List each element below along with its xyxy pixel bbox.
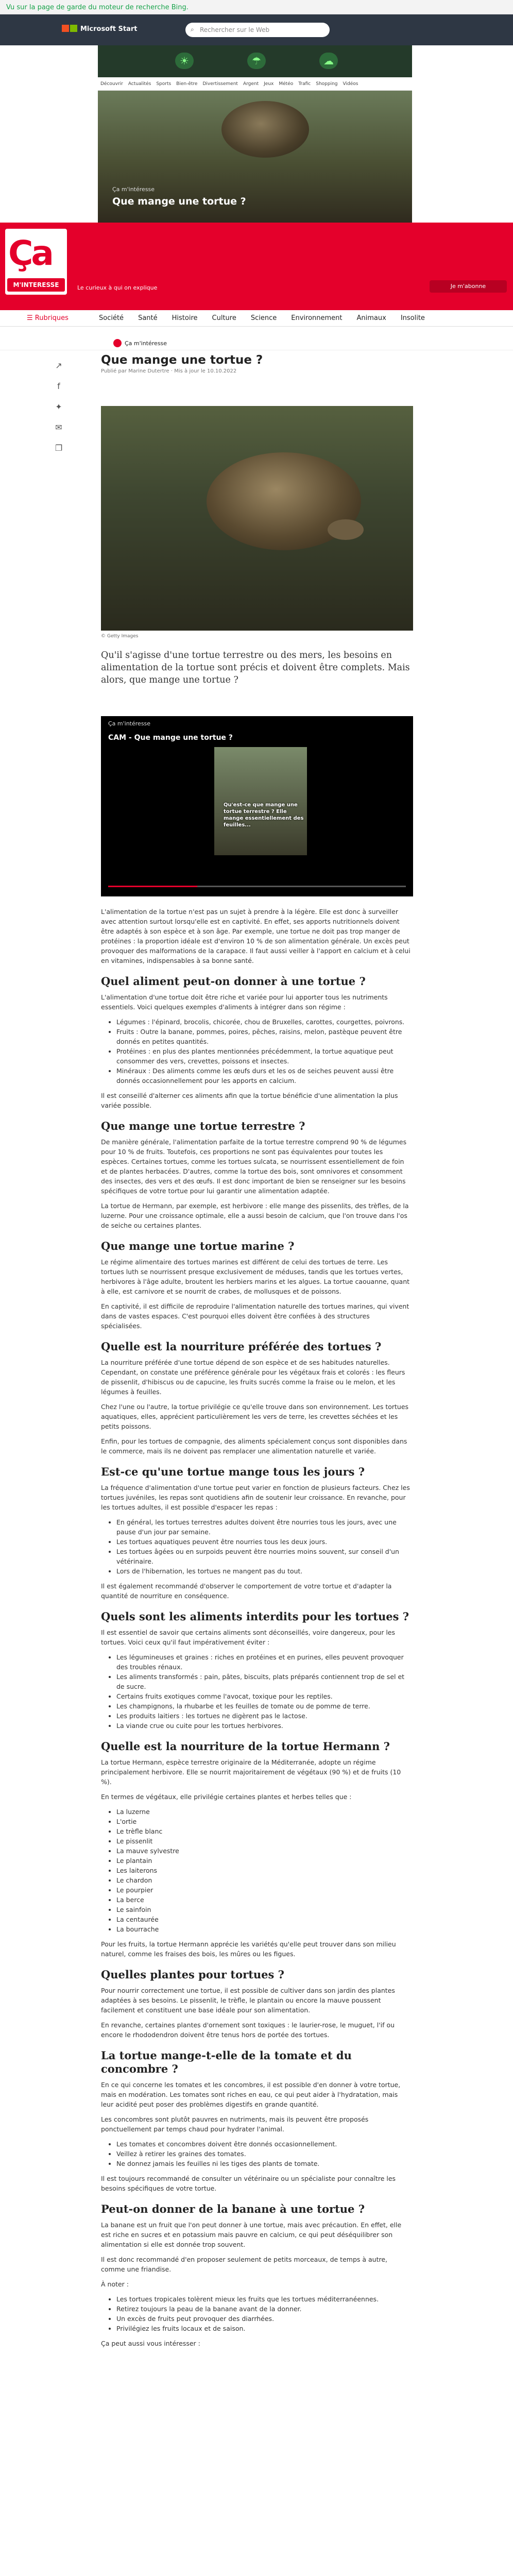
- list-item: • Légumes : l'épinard, brocolis, chicorée, chou de Bruxelles, carottes, courgettes, poivrons.: [116, 1017, 412, 1027]
- list-item: • L'ortie: [116, 1817, 412, 1826]
- site-header: [0, 223, 513, 310]
- author-box: [0, 336, 513, 350]
- nav-item[interactable]: Société: [99, 314, 124, 322]
- menu-button[interactable]: ☰ Rubriques: [27, 314, 69, 322]
- paragraph: Il est essentiel de savoir que certains aliments sont déconseillés, voire dangereux, pour les tortues. Voici ceux qu'il faut impérativement éviter :: [101, 1629, 395, 1646]
- list-item: • Le pissenlit: [116, 1836, 412, 1846]
- list-item: • La luzerne: [116, 1807, 412, 1817]
- bullet-list: [116, 1517, 412, 1576]
- msn-tab[interactable]: Vidéos: [343, 81, 358, 87]
- list-item: • Les champignons, la rhubarbe et les feuilles de tomate ou de pomme de terre.: [116, 1701, 412, 1711]
- paragraph: De manière générale, l'alimentation parfaite de la tortue terrestre comprend 90 % de légumes pour 10 % de fruits. Toutefois, ces proportions ne sont pas équivalentes pour toutes les espèces. Certaines tortues, comme les tortues sulcata, se nourrissent essentiellement de foin et de plantes herbacées. D'autres, comme la tortue des bois, sont omnivores et consomment des insectes, des vers et des œufs. Il est donc important de bien se renseigner sur les besoins spécifiques de votre tortue pour lui garantir une alimentation adaptée.: [101, 1138, 407, 1195]
- list-item: • Veillez à retirer les graines des tomates.: [116, 2149, 412, 2159]
- list-item: • Retirez toujours la peau de la banane avant de la donner.: [116, 2304, 412, 2314]
- paragraph: Les concombres sont plutôt pauvres en nutriments, mais ils peuvent être proposés ponctuellement par temps chaud pour hydrater l'animal.: [101, 2115, 369, 2133]
- msn-logo[interactable]: Microsoft Start: [62, 25, 137, 33]
- header-tagline: Le curieux à qui on explique: [77, 284, 158, 291]
- list-item: • Protéines : en plus des plantes mentionnées précédemment, la tortue aquatique peut consommer des vers, crevettes, poissons et insectes.: [116, 1046, 412, 1066]
- list-item: • Certains fruits exotiques comme l'avocat, toxique pour les reptiles.: [116, 1691, 412, 1701]
- weather-icon[interactable]: ☁: [319, 53, 338, 69]
- msn-tab[interactable]: Divertissement: [202, 81, 238, 87]
- list-item: • La mauve sylvestre: [116, 1846, 412, 1856]
- msn-tab[interactable]: Actualités: [128, 81, 151, 87]
- share-icon[interactable]: ↗: [55, 361, 62, 370]
- byline: Publié par Marine Dutertre · Mis à jour le 10.10.2022: [101, 368, 237, 374]
- nav-item[interactable]: Insolite: [400, 314, 425, 322]
- paragraph: En termes de végétaux, elle privilégie certaines plantes et herbes telles que :: [101, 1793, 352, 1801]
- paragraph: Il est donc recommandé d'en proposer seulement de petits morceaux, de temps à autre, comme une friandise.: [101, 2256, 388, 2273]
- section-heading: Que mange une tortue marine ?: [101, 1240, 295, 1252]
- list-item: • La berce: [116, 1895, 412, 1905]
- list-item: • Minéraux : Des aliments comme les œufs durs et les os de seiches peuvent aussi être donnés occasionnellement pour les apports en calcium.: [116, 1066, 412, 1086]
- video-player[interactable]: [101, 716, 413, 896]
- list-item: • Les tomates et concombres doivent être donnés occasionnellement.: [116, 2139, 412, 2149]
- paragraph: La tortue de Hermann, par exemple, est herbivore : elle mange des pissenlits, des trèfles, de la luzerne. Pour une croissance optimale, elle a aussi besoin de calcium, que l'on trouve dans l'os de seiche ou certaines plantes.: [101, 1202, 409, 1229]
- list-item: • Lors de l'hibernation, les tortues ne mangent pas du tout.: [116, 1566, 412, 1576]
- paragraph: En ce qui concerne les tomates et les concombres, il est possible d'en donner à votre tortue, mais en modération. Les tomates sont riches en eau, ce qui peut aider à l'hydratation, mais leur acidité peut poser des problèmes digestifs en grande quantité.: [101, 2081, 401, 2108]
- video-title: CAM - Que mange une tortue ?: [108, 734, 233, 742]
- video-label: Ça m'intéresse: [108, 720, 151, 727]
- section-heading: Quels sont les aliments interdits pour les tortues ?: [101, 1610, 409, 1623]
- msn-tab[interactable]: Découvrir: [100, 81, 123, 87]
- image-caption: © Getty Images: [101, 634, 139, 639]
- list-item: • En général, les tortues terrestres adultes doivent être nourries tous les jours, avec une pause d'un jour par semaine.: [116, 1517, 412, 1537]
- paragraph: Il est également recommandé d'observer le comportement de votre tortue et d'adapter la quantité de nourriture en conséquence.: [101, 1582, 392, 1600]
- nav-item[interactable]: Science: [250, 314, 277, 322]
- video-progress[interactable]: [108, 886, 406, 887]
- top-annotation: Vu sur la page de garde du moteur de recherche Bing.: [0, 0, 513, 14]
- page-title: Que mange une tortue ?: [101, 353, 263, 367]
- bookmark-icon[interactable]: ❐: [55, 443, 63, 453]
- paragraph: La nourriture préférée d'une tortue dépend de son espèce et de ses habitudes naturelles. Cependant, on constate une préférence générale pour les végétaux frais et colorés : les fleurs de pissenlit, d'hibiscus ou de capucine, les fruits sucrés comme la fraise ou le melon, et les légumes à feuilles.: [101, 1359, 405, 1396]
- section-heading: Peut-on donner de la banane à une tortue ?: [101, 2202, 365, 2215]
- list-item: • Fruits : Outre la banane, pommes, poires, pêches, raisins, melon, pastèque peuvent être donnés en petites quantités.: [116, 1027, 412, 1046]
- paragraph: L'alimentation d'une tortue doit être riche et variée pour lui apporter tous les nutriments essentiels. Voici quelques exemples d'aliments à intégrer dans son régime :: [101, 993, 388, 1011]
- paragraph: Chez l'une ou l'autre, la tortue privilégie ce qu'elle trouve dans son environnement. Les tortues aquatiques, elles, apprécient particulièrement les vers de terre, les crevettes séchées et les petits poissons.: [101, 1403, 409, 1430]
- mail-icon[interactable]: ✉: [55, 422, 62, 432]
- list-item: • Les légumineuses et graines : riches en protéines et en purines, elles peuvent provoquer des troubles rénaux.: [116, 1652, 412, 1672]
- list-item: • Les laiterons: [116, 1866, 412, 1875]
- msn-tab[interactable]: Jeux: [264, 81, 274, 87]
- list-item: • Privilégiez les fruits locaux et de saison.: [116, 2324, 412, 2333]
- list-item: • La viande crue ou cuite pour les tortues herbivores.: [116, 1721, 412, 1731]
- list-item: • La bourrache: [116, 1924, 412, 1934]
- bullet-list: [116, 1017, 412, 1086]
- bullet-list: [116, 1652, 412, 1731]
- article-lede: Qu'il s'agisse d'une tortue terrestre ou des mers, les besoins en alimentation de la tortue sont précis et doivent être complets. Mais alors, que mange une tortue ?: [101, 650, 410, 685]
- nav-item[interactable]: Animaux: [356, 314, 386, 322]
- msn-tab[interactable]: Sports: [156, 81, 172, 87]
- bullet-list: [116, 2139, 412, 2168]
- section-heading: Quelle est la nourriture de la tortue Hermann ?: [101, 1740, 390, 1753]
- paragraph: Enfin, pour les tortues de compagnie, des aliments spécialement conçus sont disponibles dans le commerce, mais ils ne doivent pas remplacer une alimentation naturelle et variée.: [101, 1437, 407, 1455]
- list-item: • Les produits laitiers : les tortues ne digèrent pas le lactose.: [116, 1711, 412, 1721]
- bullet-list: [116, 2294, 412, 2333]
- list-item: • Le trèfle blanc: [116, 1826, 412, 1836]
- paragraph: L'alimentation de la tortue n'est pas un sujet à prendre à la légère. Elle est donc à surveiller avec attention surtout lorsqu'elle est en captivité. En effet, ses apports nutritionnels doivent être adaptés à son espèce et à son âge. Par exemple, une tortue ne doit pas trop manger de protéines : la proportion idéale est d'environ 10 % de son alimentation générale. Un excès peut provoquer des malformations de la carapace. Il faut aussi veiller à l'apport en calcium et à celui en vitamines, indispensables à sa bonne santé.: [101, 908, 411, 964]
- msn-search-input[interactable]: ⌕ Rechercher sur le Web: [185, 23, 330, 37]
- article-image: [101, 406, 413, 631]
- paragraph: Il est conseillé d'alterner ces aliments afin que la tortue bénéficie d'une alimentation la plus variée possible.: [101, 1092, 398, 1109]
- subscribe-button[interactable]: Je m'abonne: [430, 280, 507, 293]
- weather-icon[interactable]: ☀: [175, 53, 194, 69]
- search-icon: ⌕: [191, 26, 194, 33]
- msn-tab[interactable]: Shopping: [316, 81, 338, 87]
- nav-item[interactable]: Santé: [138, 314, 158, 322]
- author-name[interactable]: Ça m'intéresse: [125, 340, 167, 347]
- paragraph: Le régime alimentaire des tortues marines est différent de celui des tortues de terre. Les tortues luth se nourrissent presque exclusivement de méduses, tandis que les tortues vertes, herbivores à l'âge adulte, broutent les herbiers marins et les algues. La tortue caouanne, quant à elle, est carnivore et se nourrit de crabes, de mollusques et de poissons.: [101, 1258, 410, 1295]
- list-item: • Le pourpier: [116, 1885, 412, 1895]
- msn-banner: [98, 45, 412, 77]
- list-item: • Un excès de fruits peut provoquer des diarrhées.: [116, 2314, 412, 2324]
- site-nav: [0, 310, 513, 327]
- list-item: • Les tortues tropicales tolèrent mieux les fruits que les tortues méditerranéennes.: [116, 2294, 412, 2304]
- msn-hero-card[interactable]: [98, 91, 412, 223]
- paragraph: Pour les fruits, la tortue Hermann apprécie les variétés qu'elle peut trouver dans son milieu naturel, comme les fraises des bois, les mûres ou les figues.: [101, 1940, 396, 1958]
- list-item: • Les tortues âgées ou en surpoids peuvent être nourries moins souvent, sur conseil d'un vétérinaire.: [116, 1547, 412, 1566]
- paragraph: Il est toujours recommandé de consulter un vétérinaire ou un spécialiste pour connaître les besoins spécifiques de votre tortue.: [101, 2175, 396, 2192]
- msn-tabs: [98, 77, 412, 91]
- section-heading: La tortue mange-t-elle de la tomate et du concombre ?: [101, 2049, 352, 2075]
- weather-icon[interactable]: ☂: [247, 53, 266, 69]
- tortoise-image: [221, 101, 309, 158]
- nav-item[interactable]: Histoire: [172, 314, 198, 322]
- hero-title[interactable]: Que mange une tortue ?: [112, 196, 246, 207]
- list-item: • Les aliments transformés : pain, pâtes, biscuits, plats préparés contiennent trop de sel et de sucre.: [116, 1672, 412, 1691]
- section-heading: Que mange une tortue terrestre ?: [101, 1120, 305, 1132]
- msn-tab[interactable]: Météo: [279, 81, 294, 87]
- paragraph: La tortue Hermann, espèce terrestre originaire de la Méditerranée, adopte un régime principalement herbivore. Elle se nourrit majoritairement de végétaux (90 %) et de fruits (10 %).: [101, 1758, 401, 1786]
- site-logo[interactable]: Ça M'INTERESSE: [5, 229, 67, 295]
- facebook-icon[interactable]: f: [57, 381, 60, 391]
- msn-tab[interactable]: Argent: [243, 81, 259, 87]
- paragraph: En captivité, il est difficile de reproduire l'alimentation naturelle des tortues marines, qui vivent dans de vastes espaces. C'est pourquoi elles doivent être confiées à des structures spécialisées.: [101, 1302, 409, 1330]
- bullet-list: [116, 1807, 412, 1934]
- list-item: • La centaurée: [116, 1914, 412, 1924]
- article-body: [101, 907, 412, 2353]
- video-thumbnail[interactable]: Qu'est-ce que mange une tortue terrestre ? Elle mange essentiellement des feuilles...: [214, 747, 307, 855]
- section-heading: Quelles plantes pour tortues ?: [101, 1968, 284, 1981]
- paragraph: La banane est un fruit que l'on peut donner à une tortue, mais avec précaution. En effet, elle est riche en sucres et en potassium mais pauvre en calcium, ce qui peut déséquilibrer son alimentation si elle est donnée trop souvent.: [101, 2221, 402, 2248]
- paragraph: Ça peut aussi vous intéresser :: [101, 2340, 200, 2347]
- nav-item[interactable]: Environnement: [291, 314, 343, 322]
- section-heading: Est-ce qu'une tortue mange tous les jours ?: [101, 1465, 365, 1478]
- paragraph: En revanche, certaines plantes d'ornement sont toxiques : le laurier-rose, le muguet, l'if ou encore le rhododendron doivent être tenus hors de portée des tortues.: [101, 2021, 395, 2039]
- msn-tab[interactable]: Bien-être: [176, 81, 198, 87]
- list-item: • Le plantain: [116, 1856, 412, 1866]
- paragraph: Pour nourrir correctement une tortue, il est possible de cultiver dans son jardin des plantes adaptées à ses besoins. Le pissenlit, le trèfle, le plantain ou encore la mauve poussent facilement et constituent une base idéale pour son alimentation.: [101, 1987, 395, 2014]
- msn-tab[interactable]: Trafic: [298, 81, 311, 87]
- avatar: [113, 339, 122, 347]
- paragraph: La fréquence d'alimentation d'une tortue peut varier en fonction de plusieurs facteurs. Chez les tortues juvéniles, les repas sont quotidiens afin de soutenir leur croissance. En revanche, pour les tortues adultes, il est possible d'espacer les repas :: [101, 1484, 410, 1511]
- paragraph: À noter :: [101, 2280, 129, 2288]
- list-item: • Ne donnez jamais les feuilles ni les tiges des plants de tomate.: [116, 2159, 412, 2168]
- section-heading: Quelle est la nourriture préférée des tortues ?: [101, 1340, 382, 1353]
- section-heading: Quel aliment peut-on donner à une tortue ?: [101, 975, 366, 988]
- list-item: • Le sainfoin: [116, 1905, 412, 1914]
- list-item: • Le chardon: [116, 1875, 412, 1885]
- hero-source: Ça m'intéresse: [112, 186, 155, 193]
- twitter-icon[interactable]: ✦: [55, 402, 62, 412]
- nav-item[interactable]: Culture: [212, 314, 236, 322]
- list-item: • Les tortues aquatiques peuvent être nourries tous les deux jours.: [116, 1537, 412, 1547]
- msn-header: [0, 14, 513, 45]
